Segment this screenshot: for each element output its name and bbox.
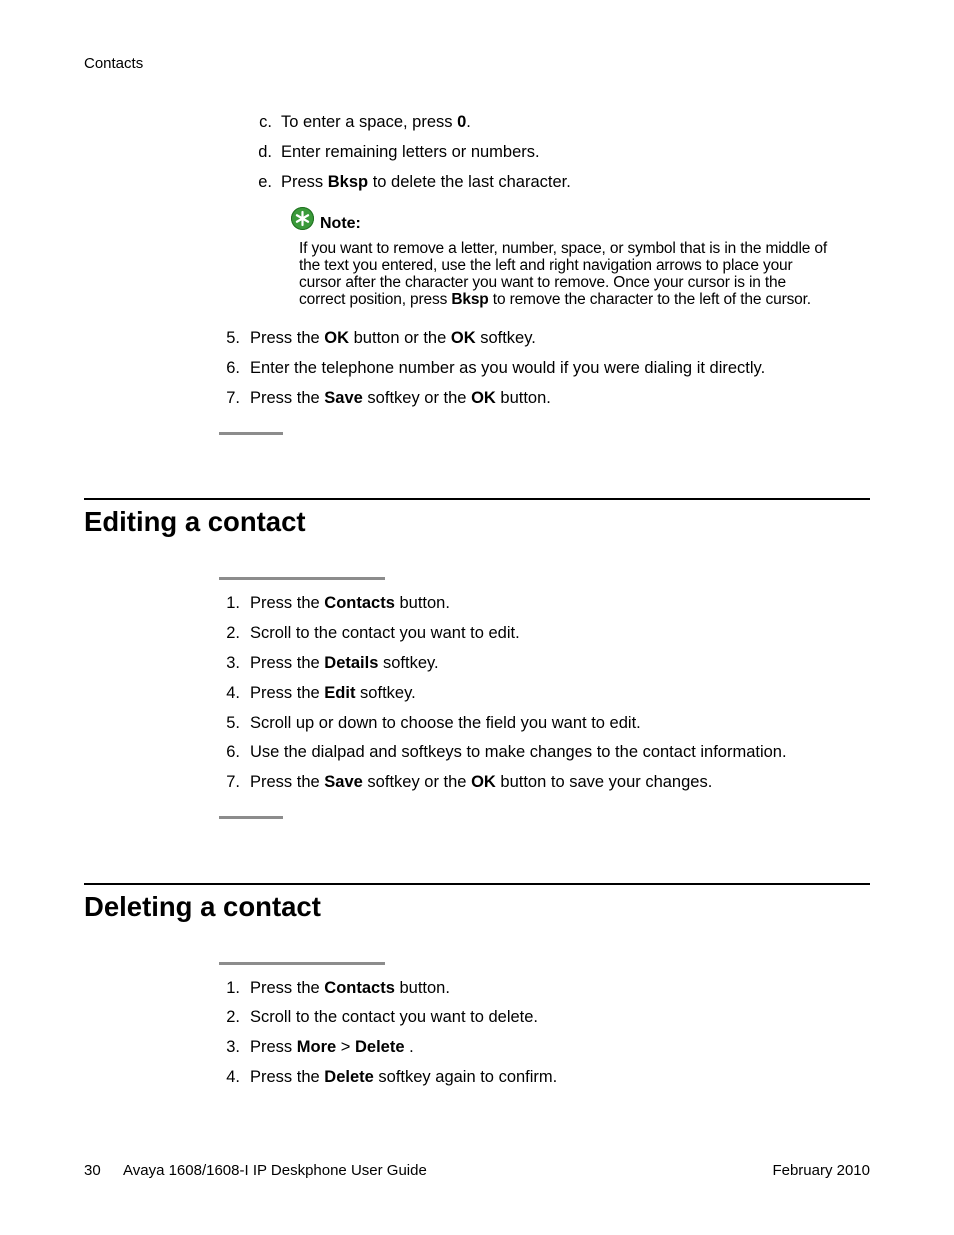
step-text: Press the Details softkey. bbox=[250, 654, 439, 672]
step-number: 3. bbox=[226, 654, 240, 672]
substep-text: Press Bksp to delete the last character. bbox=[281, 173, 571, 191]
section-title-editing: Editing a contact bbox=[84, 506, 306, 537]
step-number: 1. bbox=[226, 979, 240, 997]
substep-text: To enter a space, press 0. bbox=[281, 113, 471, 131]
procedure-start-rule bbox=[219, 962, 385, 965]
step-number: 6. bbox=[226, 743, 240, 761]
step-text: Scroll to the contact you want to delete. bbox=[250, 1008, 539, 1026]
step-number: 1. bbox=[226, 594, 240, 612]
substep-marker: c. bbox=[259, 113, 272, 131]
note-body bbox=[299, 240, 874, 308]
step-text: Press the Contacts button. bbox=[250, 979, 450, 997]
note-label: Note: bbox=[320, 215, 361, 232]
substep-text: Enter remaining letters or numbers. bbox=[281, 143, 540, 161]
footer-page-number: 30 bbox=[84, 1162, 101, 1179]
step-text: Press the Save softkey or the OK button to save your changes. bbox=[250, 773, 713, 791]
substep-marker: d. bbox=[258, 143, 272, 161]
step-number: 4. bbox=[226, 1068, 240, 1086]
note-star-icon bbox=[291, 207, 314, 230]
procedure-end-rule bbox=[219, 432, 283, 435]
note-line: correct position, press Bksp to remove the character to the left of the cursor. bbox=[299, 291, 811, 308]
step-text: Press the Contacts button. bbox=[250, 594, 450, 612]
step-number: 5. bbox=[226, 714, 240, 732]
step-text: Scroll to the contact you want to edit. bbox=[250, 624, 520, 642]
running-head: Contacts bbox=[84, 55, 144, 72]
note-line: If you want to remove a letter, number, space, or symbol that is in the middle of bbox=[299, 240, 828, 257]
step-text: Press More > Delete . bbox=[250, 1038, 414, 1056]
section-rule bbox=[84, 883, 870, 885]
step-number: 2. bbox=[226, 624, 240, 642]
step-text: Press the Save softkey or the OK button. bbox=[250, 389, 551, 407]
step-text: Use the dialpad and softkeys to make changes to the contact information. bbox=[250, 743, 787, 761]
footer-date: February 2010 bbox=[772, 1162, 870, 1179]
step-text: Enter the telephone number as you would if you were dialing it directly. bbox=[250, 359, 766, 377]
footer-doc-title: Avaya 1608/1608-I IP Deskphone User Guide bbox=[123, 1162, 427, 1179]
step-number: 6. bbox=[226, 359, 240, 377]
section-rule bbox=[84, 498, 870, 500]
step-number: 3. bbox=[226, 1038, 240, 1056]
step-text: Press the OK button or the OK softkey. bbox=[250, 329, 536, 347]
step-number: 2. bbox=[226, 1008, 240, 1026]
step-text: Scroll up or down to choose the field you want to edit. bbox=[250, 714, 641, 732]
procedure-start-rule bbox=[219, 577, 385, 580]
note-line: cursor after the character you want to remove. Once your cursor is in the bbox=[299, 274, 786, 291]
step-number: 7. bbox=[226, 773, 240, 791]
procedure-end-rule bbox=[219, 816, 283, 819]
step-number: 4. bbox=[226, 684, 240, 702]
substep-marker: e. bbox=[258, 173, 272, 191]
step-text: Press the Edit softkey. bbox=[250, 684, 416, 702]
step-number: 7. bbox=[226, 389, 240, 407]
section-title-deleting: Deleting a contact bbox=[84, 891, 321, 922]
step-number: 5. bbox=[226, 329, 240, 347]
note-line: the text you entered, use the left and right navigation arrows to place your bbox=[299, 257, 793, 274]
step-text: Press the Delete softkey again to confirm. bbox=[250, 1068, 558, 1086]
